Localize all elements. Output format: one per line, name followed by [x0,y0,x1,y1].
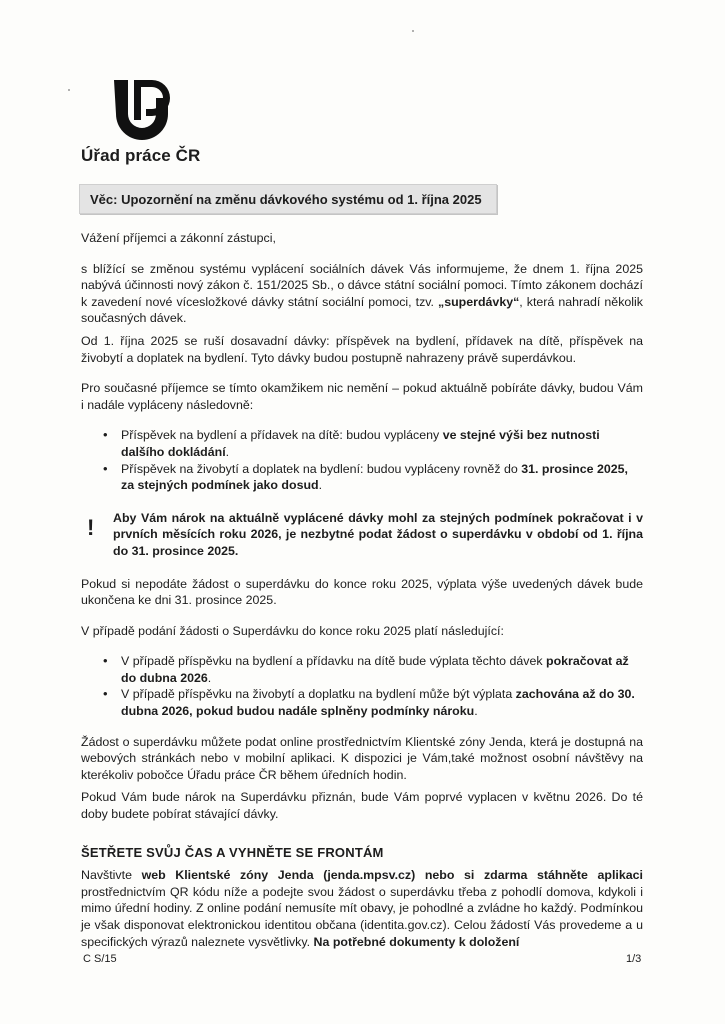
list-item: • Příspěvek na bydlení a přídavek na dítě: budou vypláceny ve stejné výši bez nutnosti dalšího dokládání. [81,427,643,460]
organization-name: Úřad práce ČR [81,146,201,165]
subject-line: Věc: Upozornění na změnu dávkového systému od 1. října 2025 [79,184,497,214]
benefits-list [81,427,643,493]
footer-code: C S/15 [83,953,117,965]
salutation: Vážení příjemci a zákonní zástupci, [81,231,276,245]
letter-body [81,230,643,950]
section-heading: ŠETŘETE SVŮJ ČAS A VYHNĚTE SE FRONTÁM [81,844,384,860]
warning-text: Aby Vám nárok na aktuálně vyplácené dávky mohl za stejných podmínek pokračovat i v prvních měsících roku 2026, je nezbytné podat žádost o superdávku v období od 1. října do 31. prosince 2025. [113,510,643,558]
paragraph-intro: s blížící se změnou systému vyplácení sociálních dávek Vás informujeme, že dnem 1. října 2025 nabývá účinnosti nový zákon č. 151/2025 Sb., o dávce státní sociální pomoci. Tímto zákonem dochází k zavedení nové vícesložkové dávky státní sociální pomoci, tzv. „superdávky“, která nahradí několik současných dávek. [81,261,643,326]
conditions-list [81,653,643,719]
list-item: • V případě příspěvku na bydlení a přídavku na dítě bude výplata těchto dávek pokračovat až do dubna 2026. [81,653,643,686]
page-number: 1/3 [626,953,642,965]
urad-prace-logo-icon [112,80,176,142]
list-item: • V případě příspěvku na živobytí a doplatku na bydlení může být výplata zachována až do 30. dubna 2026, pokud budou nadále splněny podmínky nároku. [81,686,643,719]
paragraph-first-payment: Pokud Vám bude nárok na Superdávku přiznán, bude Vám poprvé vyplacen v květnu 2026. Do té doby budete pobírat stávající dávky. [81,790,643,822]
warning-block [81,510,643,560]
list-item: • Příspěvek na živobytí a doplatek na bydlení: budou vypláceny rovněž do 31. prosince 2025, za stejných podmínek jako dosud. [81,461,643,494]
paragraph-abolished-benefits: Od 1. října 2025 se ruší dosavadní dávky: příspěvek na bydlení, přídavek na dítě, příspěvek na živobytí a doplatek na bydlení. Tyto dávky budou postupně nahrazeny právě superdávkou. [81,333,643,365]
paragraph-deadline: Pokud si nepodáte žádost o superdávku do konce roku 2025, výplata výše uvedených dávek bude ukončena ke dni 31. prosince 2025. [81,576,643,608]
paragraph-jenda: Navštivte web Klientské zóny Jenda (jenda.mpsv.cz) nebo si zdarma stáhněte aplikaci prostřednictvím QR kódu níže a podejte svou žádost o superdávku třeba z pohodlí domova, kdykoli i mimo úřední hodiny. Z online podání nemusíte mít obavy, je pohodlné a zvládne ho každý. Podmínkou je však disponovat elektronickou identitou občana (identita.gov.cz). Celou žádostí Vás provedeme a u specifických výrazů naleznete vysvětlivky. Na potřebné dokumenty k doložení [81,868,643,949]
paragraph-online-application: Žádost o superdávku můžete podat online prostřednictvím Klientské zóny Jenda, která je dostupná na webových stránkách nebo v mobilní aplikaci. K dispozici je Vám,také možnost osobní návštěvy na kterékoliv pobočce Úřadu práce ČR během úředních hodin. [81,734,643,782]
paragraph-conditions-intro: V případě podání žádosti o Superdávku do konce roku 2025 platí následující: [81,623,504,638]
scan-speck [68,89,70,91]
scan-speck [412,30,414,32]
paragraph-current-recipients: Pro současné příjemce se tímto okamžikem nic nemění – pokud aktuálně pobíráte dávky, budou Vám i nadále vypláceny následovně: [81,381,643,412]
exclamation-icon: ! [87,514,95,540]
